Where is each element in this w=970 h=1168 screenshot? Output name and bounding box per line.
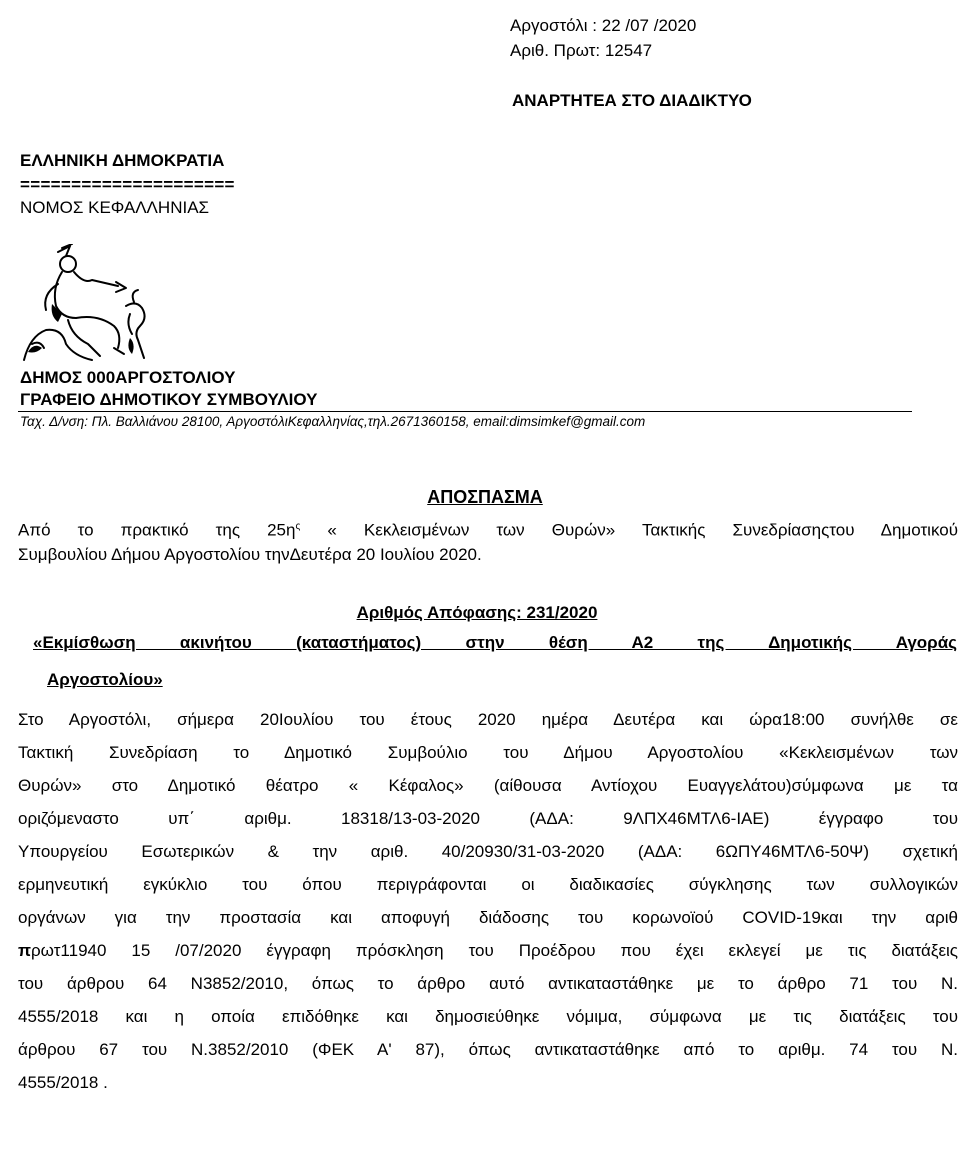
body-line: Στο Αργοστόλι, σήμερα 20Ιουλίου του έτους 2020 ημέρα Δευτέρα και ώρα18:00 συνήλθε σε: [18, 710, 958, 729]
decision-subject-line-1: «Εκμίσθωση ακινήτου (καταστήματος) στην θέση Α2 της Δημοτικής Αγοράς: [33, 633, 957, 652]
body-line: Τακτική Συνεδρίαση το Δημοτικό Συμβούλιο του Δήμου Αργοστολίου «Κεκλεισμένων των: [18, 743, 958, 762]
body-line: άρθρου 67 του Ν.3852/2010 (ΦΕΚ Α' 87), όπως αντικαταστάθηκε από το αριθμ. 74 του Ν.: [18, 1040, 958, 1059]
posting-notice: ΑΝΑΡΤΗΤΕΑ ΣΤΟ ΔΙΑΔΙΚΤΥΟ: [512, 91, 752, 110]
excerpt-line-2: Συμβουλίου Δήμου Αργοστολίου τηνΔευτέρα 20 Ιουλίου 2020.: [18, 545, 482, 564]
office-name: ΓΡΑΦΕΙΟ ΔΗΜΟΤΙΚΟΥ ΣΥΜΒΟΥΛΙΟΥ: [20, 390, 318, 409]
body-line: οργάνων για την προστασία και αποφυγή διάδοσης του κορωνοϊού COVID-19και την αριθ: [18, 908, 958, 927]
excerpt-line-1-start: Από το πρακτικό της 25η: [18, 520, 296, 540]
header-divider: [18, 411, 912, 412]
country-heading: ΕΛΛΗΝΙΚΗ ΔΗΜΟΚΡΑΤΙΑ: [20, 151, 225, 170]
bold-letter: π: [18, 941, 32, 960]
body-line: του άρθρου 64 Ν3852/2010, όπως το άρθρο αυτό αντικαταστάθηκε με το άρθρο 71 του Ν.: [18, 974, 958, 993]
body-line: ερμηνευτική εγκύκλιο του όπου περιγράφονται οι διαδικασίες σύγκλησης των συλλογικών: [18, 875, 958, 894]
body-line: [18, 936, 958, 966]
body-line: 4555/2018 και η οποία επιδόθηκε και δημοσιεύθηκε νόμιμα, σύμφωνα με τις διατάξεις του: [18, 1007, 958, 1026]
body-line: 4555/2018 .: [18, 1073, 108, 1092]
decision-subject-line-2: Αργοστολίου»: [47, 670, 163, 689]
contact-details: Ταχ. Δ/νση: Πλ. Βαλλιάνου 28100, ΑργοστόλιΚεφαλληνίας,τηλ.2671360158, email:dimsimkef@gmail.com: [20, 414, 646, 429]
excerpt-line-1-end: « Κεκλεισμένων των Θυρών» Τακτικής Συνεδρίασηςτου Δημοτικού: [300, 520, 958, 540]
prefecture-name: ΝΟΜΟΣ ΚΕΦΑΛΛΗΝΙΑΣ: [20, 198, 210, 217]
body-line: Υπουργείου Εσωτερικών & την αριθ. 40/20930/31-03-2020 (ΑΔΑ: 6ΩΠΥ46ΜΤΛ6-50Ψ) σχετική: [18, 842, 958, 861]
body-line: Θυρών» στο Δημοτικό θέατρο « Κέφαλος» (αίθουσα Αντίοχου Ευαγγελάτου)σύμφωνα με τα: [18, 776, 958, 795]
document-date: Αργοστόλι : 22 /07 /2020: [510, 16, 697, 35]
excerpt-title: ΑΠΟΣΠΑΣΜΑ: [427, 487, 543, 507]
excerpt-line-1: [18, 514, 958, 544]
body-line-text: ρωτ11940 15 /07/2020 έγγραφη πρόσκληση του Προέδρου που έχει εκλεγεί με τις διατάξεις: [31, 941, 958, 960]
separator-line: =====================: [20, 175, 235, 194]
ordinal-suffix: ς: [295, 521, 301, 532]
decision-number: Αριθμός Απόφασης: 231/2020: [356, 603, 598, 622]
protocol-number: Αριθ. Πρωτ: 12547: [510, 41, 653, 60]
hermes-emblem-icon: [22, 244, 152, 362]
municipality-name: ΔΗΜΟΣ 000ΑΡΓΟΣΤΟΛΙΟΥ: [20, 368, 236, 387]
body-line: οριζόμεναστο υπ΄ αριθμ. 18318/13-03-2020 (ΑΔΑ: 9ΛΠΧ46ΜΤΛ6-ΙΑΕ) έγγραφο του: [18, 809, 958, 828]
